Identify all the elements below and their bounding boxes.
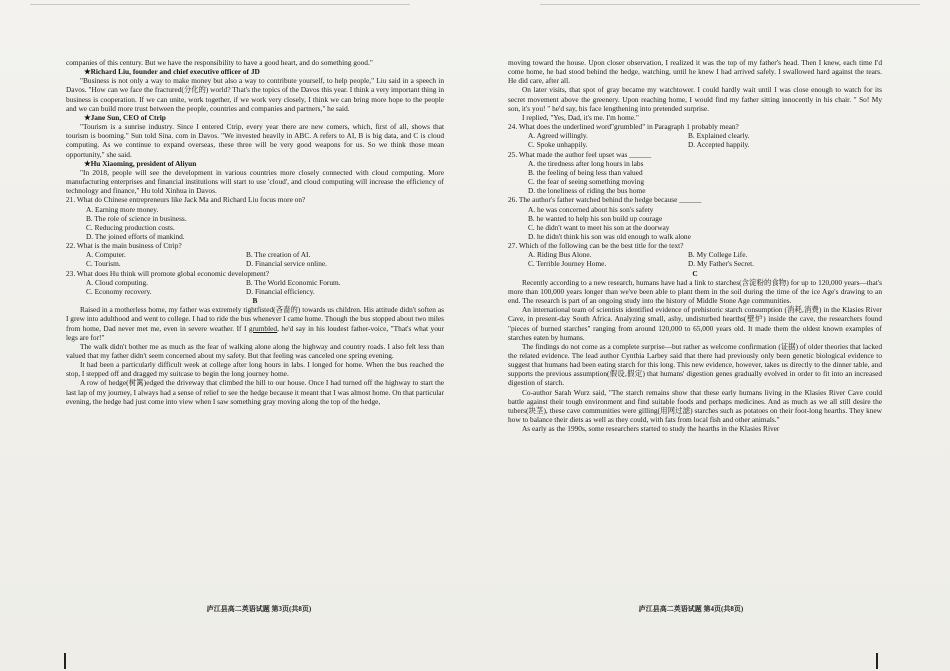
para: I replied, "Yes, Dad, it's me. I'm home." xyxy=(522,112,639,122)
option-row xyxy=(508,259,882,268)
option-row xyxy=(508,140,882,149)
right-column xyxy=(508,58,882,433)
para: companies of this century. But we have the responsibility to have a good heart, and do something good." xyxy=(66,58,373,67)
option-row xyxy=(508,250,882,259)
question-22: 22. What is the main business of Ctrip? xyxy=(66,241,182,251)
para: "Business is not only a way to make money but also a way to contribute yourself, to help people," Liu said in a speech in Davos. "How can we face the fractured(分化的) world? That's the topics of the Davos this year. I think a very important thing in business is cooperation. If we can unite, work together, if we work very closely, I think we can bring more hope to the people and we can build more trust between the people, countries and companies and partners," he said. xyxy=(66,76,444,113)
option: D. My Father's Secret. xyxy=(688,259,754,269)
option: A. Agreed willingly. xyxy=(528,131,588,141)
question-24: 24. What does the underlined word"grumbled" in Paragraph 1 probably mean? xyxy=(508,122,739,132)
underlined-word: grumbled xyxy=(248,323,278,333)
section-label-c: C xyxy=(692,268,698,278)
section-label-b: B xyxy=(252,296,258,306)
top-rule-left xyxy=(30,4,410,5)
question-25: 25. What made the author feel upset was ______ xyxy=(508,149,652,159)
option-row xyxy=(66,287,444,296)
option: D. Financial efficiency. xyxy=(246,286,315,296)
option-row xyxy=(66,278,444,287)
para: An international team of scientists identified evidence of prehistoric starch consumption (消耗,消费) in the Klasies River Cave, in present-day South Africa. Analyzing small, ashy, undisturbed hearths(壁炉) inside the cave, the researchers found "pieces of burned starches" ranging from around 120,000 to 65,000 years old. It made them the oldest known examples of starches eaten by humans. xyxy=(508,305,882,342)
option: B. My College Life. xyxy=(688,250,748,260)
para: "Tourism is a sunrise industry. Since I entered Ctrip, every year there are new comers, which, first of all, shows that tourism is booming." Sun told Sina. com in Davos. "We invested heavily in ABC. A refers to AI, B is big data, and C is cloud computing. As we continue to expand overseas, these three will be very good weapons for us. So we think those mean opportunity," she said. xyxy=(66,122,444,159)
option: B. Explained clearly. xyxy=(688,131,750,141)
para: A row of hedge(树篱)edged the driveway that climbed the hill to our house. Once I had turned off the highway to start the last lap of my journey, I always had a sense of relief to see the hedge because it meant that I was almost home. On that particular evening, the hedge had just come into view when I saw something gray moving along the top of the hedge, xyxy=(66,378,445,406)
para: Recently according to a new research, humans have had a link to starches(含淀粉的食物) for up to 120,000 years—that's more than 100,000 years longer than we've been able to plant them in the soil during the time of the ice Age's drawing to an end. The research is part of an ongoing study into the history of Middle Stone Age communities. xyxy=(508,277,882,306)
text: Raised in a motherless home, my father was extremely tightfisted(吝啬的) towards us children. His attitude didn't soften as I grew into adulthood and went to college. I had to ride the bus whenever I came home. Though the bus stopped about two miles from home, Dad never met me, even in severe weather. If I xyxy=(66,305,444,333)
option: A. Cloud computing. xyxy=(86,277,149,287)
scan-mark-left xyxy=(64,653,66,669)
option-row xyxy=(66,250,444,259)
page-footer-left: 庐江县高二英语试题 第3页(共8页) xyxy=(206,605,312,613)
question-23: 23. What does Hu think will promote global economic development? xyxy=(66,268,269,278)
option: A. the tiredness after long hours in labs xyxy=(528,158,644,168)
speaker-heading: ★Jane Sun, CEO of Ctrip xyxy=(84,112,166,122)
page-footer-right: 庐江县高二英语试题 第4页(共8页) xyxy=(638,605,744,613)
option: C. Spoke unhappily. xyxy=(528,140,588,150)
para: As early as the 1990s, some researchers started to study the hearths in the Klasies River xyxy=(522,424,780,434)
top-rule-right xyxy=(540,4,920,5)
para xyxy=(66,305,444,342)
option: D. The joined efforts of mankind. xyxy=(86,231,185,241)
scan-mark-right xyxy=(876,653,878,669)
para: It had been a particularly difficult week at college after long hours in labs. I longed for home. When the bus reached the stop, I stepped off and dragged my suitcase to begin the long journey home. xyxy=(66,360,444,379)
para: moving toward the house. Upon closer observation, I realized it was the top of my father's head. Then I knew, each time I'd come home, he had stood behind the hedge, watching, until he knew I had arrived safely. I swallowed hard against the tears. He did care, after all. xyxy=(508,58,882,86)
option: B. the feeling of being less than valued xyxy=(528,167,643,177)
option-row xyxy=(508,131,882,140)
option: B. The World Economic Forum. xyxy=(246,277,341,287)
para: "In 2018, people will see the development in various countries more closely connected with cloud computing. More manufacturing enterprises and financial institutions will start to use 'cloud', and cloud computing will increase the efficiency of technology and finance," Hu told Xinhua in Davos. xyxy=(66,167,444,196)
option: C. he didn't want to meet his son at the doorway xyxy=(528,222,670,232)
option: C. Reducing production costs. xyxy=(86,222,175,232)
question-26: 26. The author's father watched behind the hedge because ______ xyxy=(508,195,702,205)
left-column xyxy=(66,58,444,406)
para: On later visits, that spot of gray became my watchtower. I could hardly wait until I was close enough to watch for its secret movement above the greenery. Upon reaching home, I would find my father sitting innocently in his chair. " So! My son, it's you! " he'd say, his face lengthening into pretended surprise. xyxy=(508,85,882,113)
option: B. The role of science in business. xyxy=(86,213,187,223)
option: B. he wanted to help his son build up courage xyxy=(528,213,663,223)
option: C. the fear of seeing something moving xyxy=(528,177,645,187)
question-21: 21. What do Chinese entrepreneurs like Jack Ma and Richard Liu focus more on? xyxy=(66,195,306,205)
para: The walk didn't bother me as much as the fear of walking alone along the highway and country roads. I also felt less than valued that my father didn't seem concerned about my safety. But that feeling was canceled one spring evening. xyxy=(66,341,444,360)
option-row xyxy=(66,259,444,268)
option: D. he didn't think his son was old enough to walk alone xyxy=(528,231,691,241)
option: A. Riding Bus Alone. xyxy=(528,250,592,260)
option: B. The creation of AI. xyxy=(246,250,311,260)
text: , he'd say in his loudest father-voice, "That's what your legs are for!" xyxy=(66,323,445,342)
para: Co-author Sarah Wurz said, "The starch remains show that these early humans living in the Klasies River Cave could battle against their tough environment and find suitable foods and perhaps medicines. And as much as we all still desire the tubers(块茎), these cave communities were gilling(用网过滤) starches such as potatoes on their foot-long hearths. They knew how to balance their diets as well as they could, with fats from local fish and other animals." xyxy=(508,387,882,425)
speaker-heading: ★Hu Xiaoming, president of Aliyun xyxy=(84,158,197,168)
option: C. Terrible Journey Home. xyxy=(528,259,607,269)
option: A. Earning more money. xyxy=(86,204,159,214)
option: D. Accepted happily. xyxy=(688,140,750,150)
option: D. Financial service online. xyxy=(246,259,327,269)
option: A. he was concerned about his son's safety xyxy=(528,204,654,214)
question-27: 27. Which of the following can be the best title for the text? xyxy=(508,241,684,251)
option: C. Economy recovery. xyxy=(86,286,152,296)
para: The findings do not come as a complete surprise—but rather as welcome confirmation (证据) of older theories that lacked the related evidence. The lead author Cynthia Larbey said that there had previously only been genetic biological evidence to suggest that humans had been eating starch for this long. This new evidence, however, takes us directly to the dinner table, and supports the previous assumption(假设,假定) that humans' digestion genes gradually evolved in order to fit into an increased digestion of starch. xyxy=(508,341,882,388)
option: D. the loneliness of riding the bus home xyxy=(528,186,646,196)
option: C. Tourism. xyxy=(86,259,121,269)
speaker-heading: ★Richard Liu, founder and chief executive officer of JD xyxy=(84,67,260,77)
option: A. Computer. xyxy=(86,250,126,260)
